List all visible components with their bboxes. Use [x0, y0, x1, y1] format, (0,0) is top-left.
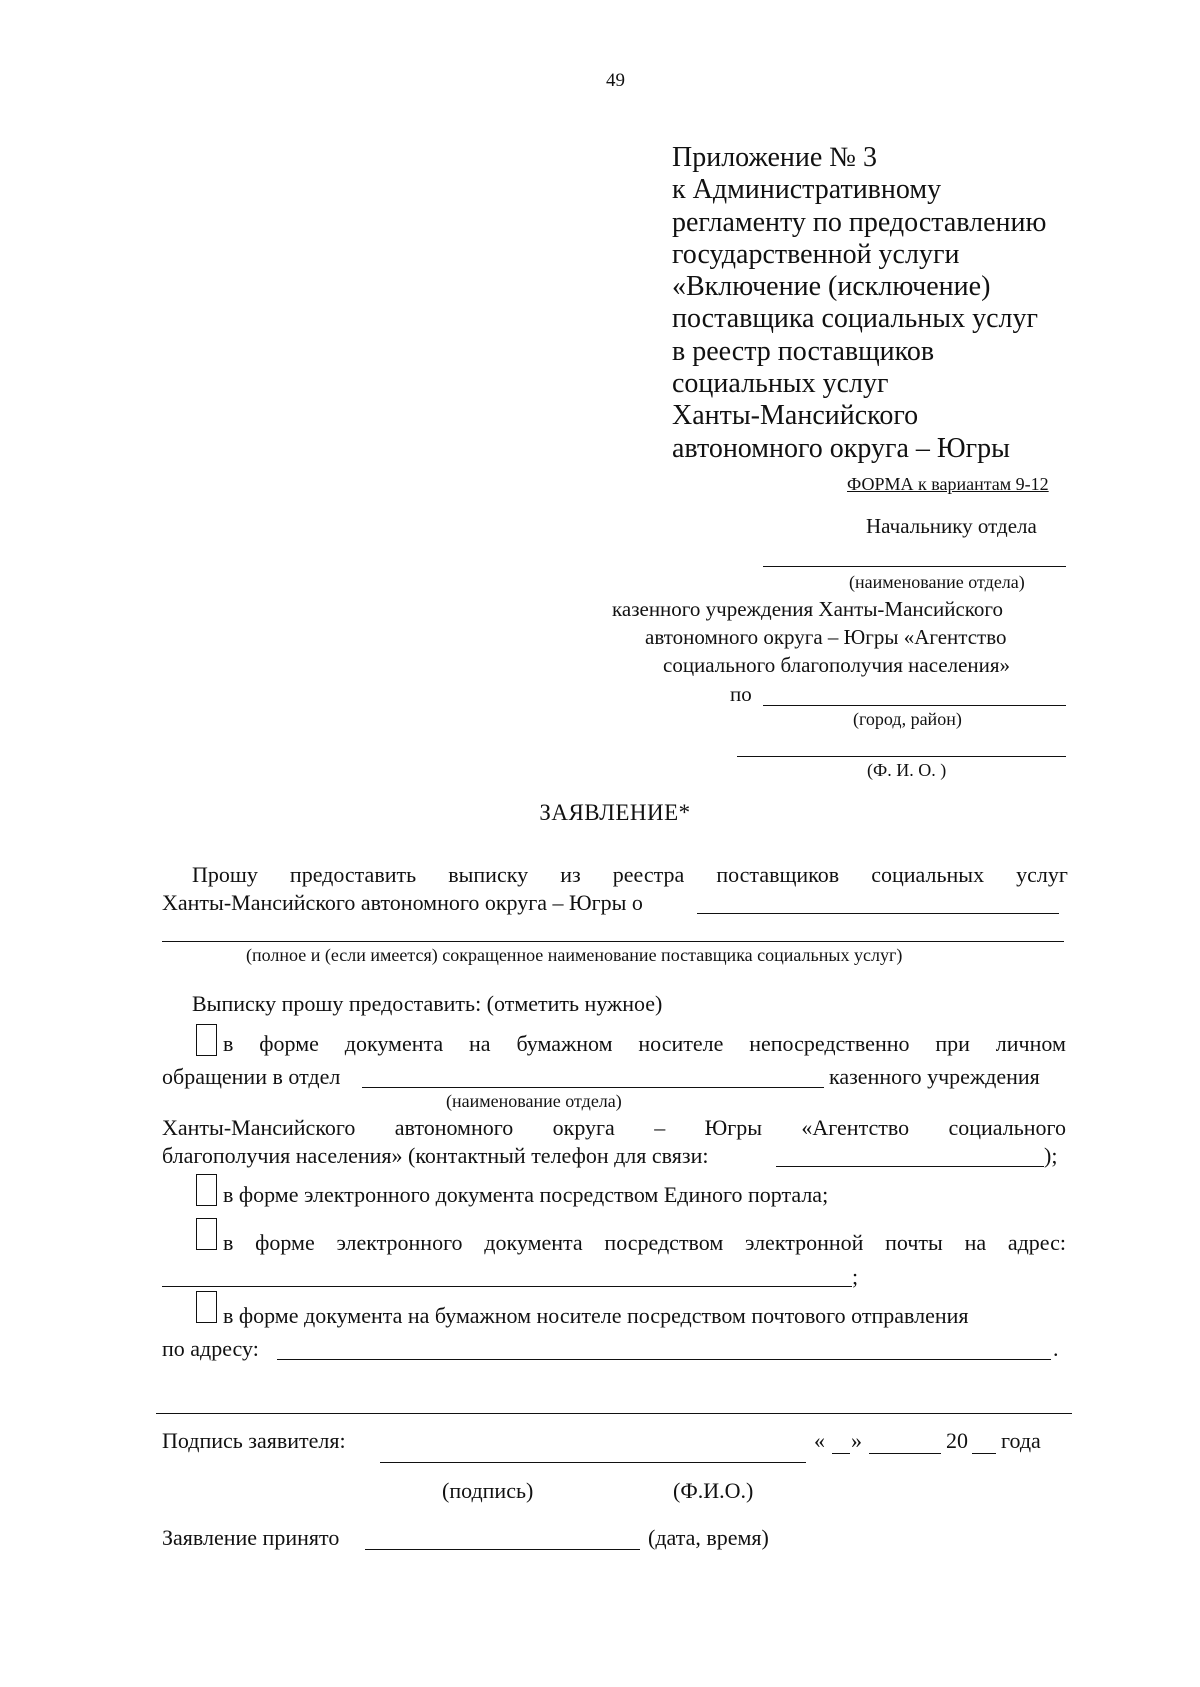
- signature-label: Подпись заявителя:: [162, 1428, 346, 1453]
- word: электронного: [336, 1230, 463, 1255]
- fio-hint: (Ф. И. О. ): [867, 760, 947, 780]
- page-number: 49: [606, 70, 625, 91]
- form-label: ФОРМА к вариантам 9-12: [847, 474, 1049, 494]
- postal-address-field[interactable]: [277, 1359, 1051, 1360]
- word: носителе: [638, 1031, 724, 1056]
- date-month-field[interactable]: [869, 1453, 941, 1454]
- dept-name-field[interactable]: [763, 566, 1066, 567]
- accepted-hint: (дата, время): [648, 1525, 769, 1550]
- word: при: [935, 1031, 970, 1056]
- checkbox-email[interactable]: [196, 1218, 217, 1250]
- word: автономного: [394, 1115, 514, 1140]
- provider-name-hint: (полное и (если имеется) сокращенное наименование поставщика социальных услуг): [246, 945, 903, 965]
- accepted-date-field[interactable]: [365, 1549, 640, 1550]
- signature-field[interactable]: [380, 1462, 806, 1463]
- separator-line: [156, 1413, 1072, 1414]
- word: поставщиков: [716, 862, 840, 887]
- city-district-field[interactable]: [763, 705, 1066, 706]
- date-day-field[interactable]: [832, 1453, 850, 1454]
- addressee-head: Начальнику отдела: [866, 514, 1037, 538]
- word: из: [560, 862, 581, 887]
- dept-visit-hint: (наименование отдела): [446, 1091, 622, 1111]
- word: документа: [484, 1230, 583, 1255]
- option-4-end: .: [1053, 1336, 1059, 1361]
- appendix-line: регламенту по предоставлению: [672, 206, 1047, 238]
- option-2-text: в форме электронного документа посредством Единого портала;: [223, 1182, 829, 1207]
- word: форме: [259, 1031, 319, 1056]
- word: в: [223, 1230, 234, 1255]
- checkbox-paper-in-person[interactable]: [196, 1024, 217, 1056]
- word: бумажном: [516, 1031, 613, 1056]
- appendix-line: «Включение (исключение): [672, 271, 991, 303]
- word: адрес:: [1007, 1230, 1066, 1255]
- word: посредством: [604, 1230, 724, 1255]
- word: электронной: [745, 1230, 864, 1255]
- option-3-end: ;: [852, 1264, 859, 1289]
- word: Прошу: [192, 862, 258, 887]
- signature-hint: (подпись): [442, 1478, 534, 1503]
- option-1-line-3: [162, 1115, 1066, 1141]
- word: реестра: [612, 862, 685, 887]
- word: на: [964, 1230, 987, 1255]
- addressee-line: автономного округа – Югры «Агентство: [645, 625, 1007, 649]
- option-1-line-2-left: обращении в отдел: [162, 1064, 341, 1089]
- word: почты: [885, 1230, 943, 1255]
- fio-signature-hint: (Ф.И.О.): [673, 1478, 754, 1503]
- word: форме: [255, 1230, 315, 1255]
- request-line-1: [192, 862, 1068, 888]
- appendix-line: в реестр поставщиков: [672, 335, 935, 367]
- word: социального: [948, 1115, 1066, 1140]
- appendix-line: Приложение № 3: [672, 142, 877, 173]
- word: документа: [344, 1031, 444, 1056]
- option-1-line-1: [223, 1031, 1066, 1057]
- appendix-line: автономного округа – Югры: [672, 432, 1010, 464]
- word: Югры: [704, 1115, 763, 1140]
- fio-field[interactable]: [737, 756, 1066, 757]
- accepted-label: Заявление принято: [162, 1525, 340, 1550]
- word: услуг: [1016, 862, 1068, 887]
- word: –: [654, 1115, 666, 1140]
- word: личном: [995, 1031, 1066, 1056]
- word: округа: [552, 1115, 615, 1140]
- year-prefix: 20: [946, 1428, 968, 1453]
- request-line-2: Ханты-Мансийского автономного округа – Югры о: [162, 890, 643, 915]
- year-field[interactable]: [972, 1453, 996, 1454]
- date-open-quote: «: [814, 1428, 825, 1453]
- provider-name-field-2[interactable]: [162, 941, 1064, 942]
- appendix-line: социальных услуг: [672, 368, 889, 400]
- email-address-field[interactable]: [162, 1286, 852, 1287]
- option-1-line-2-right: казенного учреждения: [829, 1064, 1040, 1089]
- addressee-line: казенного учреждения Ханты-Мансийского: [612, 597, 1004, 621]
- options-intro: Выписку прошу предоставить: (отметить нужное): [192, 991, 663, 1016]
- provider-name-field[interactable]: [697, 913, 1059, 914]
- word: выписку: [448, 862, 529, 887]
- city-district-hint: (город, район): [853, 709, 962, 729]
- year-suffix: года: [1001, 1428, 1041, 1453]
- word: предоставить: [289, 862, 417, 887]
- appendix-line: Ханты-Мансийского: [672, 400, 919, 432]
- word: социальных: [871, 862, 985, 887]
- addressee-line: социального благополучия населения»: [663, 653, 1011, 677]
- option-1-line-4-left: благополучия населения» (контактный телефон для связи:: [162, 1143, 709, 1168]
- dept-visit-field[interactable]: [362, 1087, 824, 1088]
- word: непосредственно: [749, 1031, 910, 1056]
- checkbox-unified-portal[interactable]: [196, 1174, 217, 1206]
- document-title: ЗАЯВЛЕНИЕ*: [539, 800, 691, 825]
- appendix-line: поставщика социальных услуг: [672, 303, 1038, 335]
- po-label: по: [730, 682, 752, 706]
- word: Ханты-Мансийского: [162, 1115, 356, 1140]
- checkbox-postal[interactable]: [196, 1291, 217, 1323]
- word: в: [223, 1031, 234, 1056]
- appendix-line: к Административному: [672, 174, 942, 206]
- option-4-line-2: по адресу:: [162, 1336, 259, 1361]
- word: на: [469, 1031, 491, 1056]
- option-1-line-4-end: );: [1044, 1143, 1058, 1168]
- word: «Агентство: [801, 1115, 910, 1140]
- option-4-text: в форме документа на бумажном носителе посредством почтового отправления: [223, 1303, 969, 1328]
- date-close-quote: »: [851, 1428, 862, 1453]
- appendix-heading: [672, 142, 1046, 465]
- dept-name-hint: (наименование отдела): [849, 572, 1025, 592]
- option-3-line-1: [223, 1230, 1066, 1256]
- contact-phone-field[interactable]: [776, 1166, 1044, 1167]
- appendix-line: государственной услуги: [672, 238, 960, 270]
